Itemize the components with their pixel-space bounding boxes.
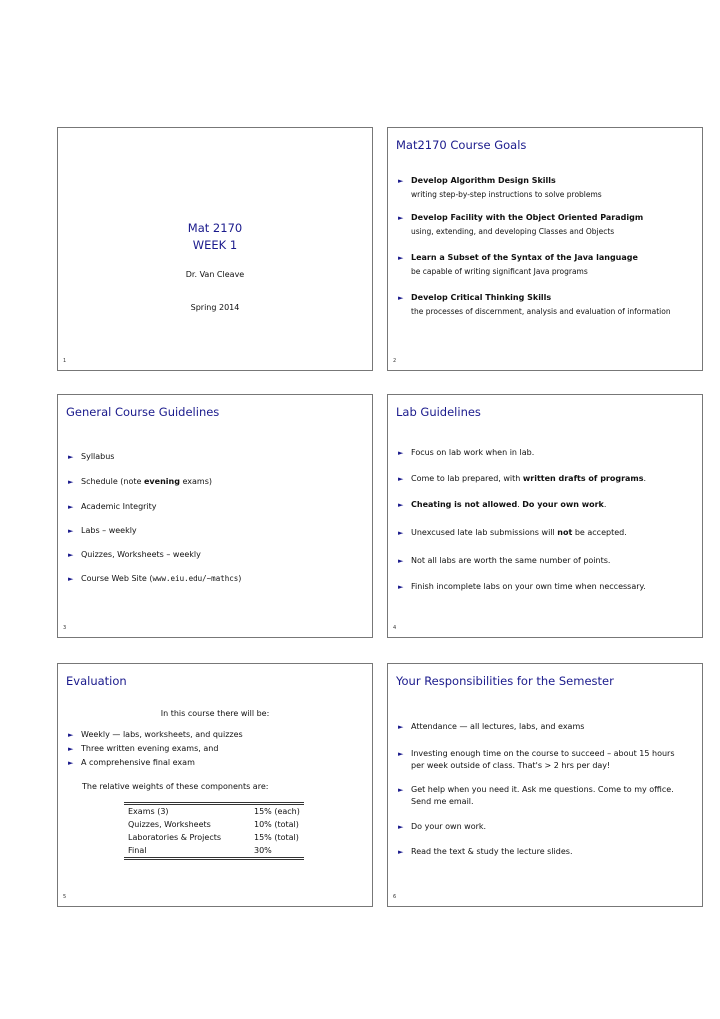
goal-heading: Develop Critical Thinking Skills — [411, 293, 552, 302]
goal-heading: Learn a Subset of the Syntax of the Java language — [411, 253, 638, 262]
list-item — [398, 527, 694, 539]
prep-label — [398, 473, 694, 485]
bullet-icon: ► — [398, 723, 404, 731]
page-number: 2 — [393, 358, 397, 364]
goal-description: writing step-by-step instructions to solve problems — [411, 190, 602, 199]
bullet-icon: ► — [68, 745, 74, 753]
list-item — [398, 447, 694, 459]
slide-title: General Course Guidelines — [66, 405, 220, 419]
table-row — [124, 831, 304, 844]
weight-cell: 15% (total) — [254, 833, 299, 842]
list-item — [398, 499, 694, 511]
bullet-icon: ► — [68, 575, 74, 583]
intro-text: In this course there will be: — [160, 709, 270, 718]
prep-emphasis: written drafts of programs — [522, 474, 644, 483]
bullet-icon: ► — [398, 557, 404, 565]
syllabus-label: Syllabus — [81, 452, 115, 461]
bullet-icon: ► — [68, 527, 74, 535]
cheating-emphasis: Cheating is not allowed — [411, 500, 518, 509]
component-cell: Quizzes, Worksheets — [128, 820, 211, 829]
website-text: Course Web Site ( — [81, 574, 153, 583]
slide-title: Mat2170 Course Goals — [396, 138, 527, 152]
page-number: 4 — [393, 625, 397, 631]
bullet-icon: ► — [68, 503, 74, 511]
points-label: Not all labs are worth the same number of points. — [411, 556, 611, 565]
responsibility-label: Investing enough time on the course to succeed – about 15 hours per week outside of class. That's > 2 hrs per day! — [411, 749, 675, 770]
slide-2 — [387, 127, 703, 371]
week-title: WEEK 1 — [192, 238, 238, 252]
bullet-icon: ► — [398, 254, 404, 262]
cheating-sep: . — [517, 500, 523, 509]
author: Dr. Van Cleave — [185, 270, 245, 279]
weight-cell: 15% (each) — [254, 807, 300, 816]
bullet-icon: ► — [398, 750, 404, 758]
weight-cell: 10% (total) — [254, 820, 299, 829]
bullet-icon: ► — [398, 449, 404, 457]
list-item — [398, 581, 694, 593]
slide-title: Lab Guidelines — [396, 405, 481, 419]
schedule-text: Schedule (note — [81, 477, 144, 486]
table-row — [124, 844, 304, 857]
bullet-icon: ► — [398, 177, 404, 185]
list-item — [398, 846, 694, 858]
slide-title-block — [58, 220, 372, 254]
responsibility-label: Attendance — all lectures, labs, and exams — [411, 722, 585, 731]
table-row — [124, 818, 304, 831]
prep-text-end: . — [643, 474, 647, 483]
bullet-icon: ► — [398, 823, 404, 831]
list-item — [398, 555, 694, 567]
list-item — [68, 757, 364, 769]
list-item — [398, 748, 680, 772]
bullet-icon: ► — [68, 731, 74, 739]
list-item — [68, 525, 364, 537]
bullet-icon: ► — [68, 453, 74, 461]
component-label: A comprehensive final exam — [81, 758, 195, 767]
list-item — [68, 573, 364, 585]
component-label: Weekly — labs, worksheets, and quizzes — [81, 730, 243, 739]
bullet-icon: ► — [398, 294, 404, 302]
page-number: 5 — [63, 894, 67, 900]
list-item — [398, 175, 694, 201]
list-item — [398, 473, 694, 485]
list-item — [398, 212, 694, 238]
goal-description: using, extending, and developing Classes and Objects — [411, 227, 615, 236]
late-text: Unexcused late lab submissions will — [411, 528, 558, 537]
late-emphasis: not — [557, 528, 573, 537]
page-number: 3 — [63, 625, 67, 631]
bullet-icon: ► — [68, 759, 74, 767]
table-row — [124, 805, 304, 818]
bullet-icon: ► — [68, 478, 74, 486]
date: Spring 2014 — [190, 303, 240, 312]
page-number: 1 — [63, 358, 67, 364]
slide-6 — [387, 663, 703, 907]
goal-description: be capable of writing significant Java programs — [411, 267, 588, 276]
list-item — [68, 451, 364, 463]
list-item — [398, 821, 694, 833]
course-title: Mat 2170 — [187, 221, 243, 235]
responsibility-label: Get help when you need it. Ask me questions. Come to my office. Send me email. — [411, 785, 674, 806]
component-cell: Exams (3) — [128, 807, 169, 816]
focus-label: Focus on lab work when in lab. — [411, 448, 535, 457]
slide-title: Evaluation — [66, 674, 127, 688]
list-item — [68, 476, 364, 488]
goal-heading: Develop Facility with the Object Oriented Paradigm — [411, 213, 644, 222]
website-text-end: ) — [238, 574, 242, 583]
goal-description: the processes of discernment, analysis and evaluation of information — [411, 307, 671, 316]
slide-1 — [57, 127, 373, 371]
slide-5 — [57, 663, 373, 907]
schedule-label — [68, 476, 364, 488]
bullet-icon: ► — [398, 214, 404, 222]
component-label: Three written evening exams, and — [81, 744, 219, 753]
schedule-emphasis: evening — [144, 477, 180, 486]
finish-label: Finish incomplete labs on your own time when neccessary. — [411, 582, 646, 591]
bullet-icon: ► — [68, 551, 74, 559]
list-item — [68, 729, 364, 741]
goal-heading: Develop Algorithm Design Skills — [411, 176, 556, 185]
prep-text: Come to lab prepared, with — [411, 474, 523, 483]
list-item — [398, 784, 680, 808]
responsibility-label: Do your own work. — [411, 822, 487, 831]
own-work-emphasis: Do your own work — [522, 500, 604, 509]
list-item — [68, 501, 364, 513]
cheating-label — [398, 499, 694, 511]
slide-4 — [387, 394, 703, 638]
list-item — [398, 252, 694, 278]
weights-intro: The relative weights of these components are: — [82, 782, 269, 791]
labs-label: Labs – weekly — [81, 526, 137, 535]
late-text-end: be accepted. — [572, 528, 627, 537]
list-item — [398, 721, 694, 733]
quizzes-label: Quizzes, Worksheets – weekly — [81, 550, 201, 559]
responsibility-label: Read the text & study the lecture slides. — [411, 847, 573, 856]
weights-table — [124, 802, 304, 860]
page-number: 6 — [393, 894, 397, 900]
late-label — [398, 527, 694, 539]
component-cell: Laboratories & Projects — [128, 833, 222, 842]
bullet-icon: ► — [398, 786, 404, 794]
integrity-label: Academic Integrity — [81, 502, 157, 511]
component-cell: Final — [128, 846, 147, 855]
bullet-icon: ► — [398, 475, 404, 483]
bullet-icon: ► — [398, 583, 404, 591]
list-item — [68, 549, 364, 561]
weight-cell: 30% — [254, 846, 272, 855]
bullet-icon: ► — [398, 501, 404, 509]
website-url: www.eiu.edu/~mathcs — [152, 574, 239, 583]
bullet-icon: ► — [398, 529, 404, 537]
website-label — [68, 573, 364, 585]
slide-3 — [57, 394, 373, 638]
schedule-text-end: exams) — [179, 477, 212, 486]
slide-title: Your Responsibilities for the Semester — [396, 674, 614, 688]
list-item — [68, 743, 364, 755]
list-item — [398, 292, 694, 318]
bullet-icon: ► — [398, 848, 404, 856]
cheating-end: . — [603, 500, 607, 509]
